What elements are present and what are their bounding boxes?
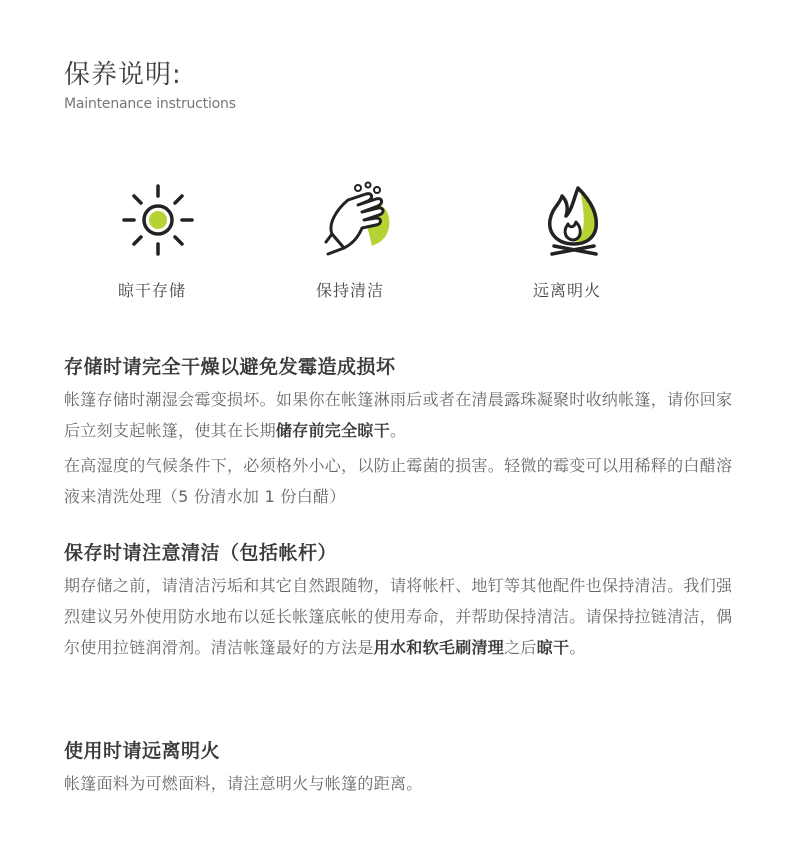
section-paragraph: 在高湿度的气候条件下，必须格外小心，以防止霉菌的损害。轻微的霉变可以用稀释的白醋溶液来清洗处理（5 份清水加 1 份白醋）	[64, 456, 733, 506]
section-paragraph: 帐篷存储时潮湿会霉变损坏。如果你在帐篷淋雨后或者在清晨露珠凝聚时收纳帐篷，请你回家后立刻支起帐篷，使其在长期储存前完全晾干。	[64, 390, 733, 440]
sun-icon	[118, 180, 198, 260]
section-heading: 保存时请注意清洁（包括帐杆）	[64, 542, 338, 564]
section-heading: 存储时请完全干燥以避免发霉造成损坏	[64, 356, 396, 378]
section-away-from-fire	[64, 738, 744, 799]
emphasis-text: 用水和软毛刷清理	[373, 638, 505, 657]
icon-label-away-from-fire: 远离明火	[533, 281, 602, 300]
icon-label-dry-storage: 晾干存储	[118, 281, 187, 300]
washing-hands-icon	[318, 180, 398, 260]
icon-label-keep-clean: 保持清洁	[316, 281, 385, 300]
section-heading: 使用时请远离明火	[64, 740, 221, 762]
section-dry-storage	[64, 354, 744, 512]
section-paragraph: 帐篷面料为可燃面料，请注意明火与帐篷的距离。	[64, 774, 423, 793]
emphasis-text: 晾干	[536, 638, 570, 657]
page-title: 保养说明:	[64, 60, 182, 90]
section-paragraph: 期存储之前，请清洁污垢和其它自然跟随物，请将帐杆、地钉等其他配件也保持清洁。我们强烈建议另外使用防水地布以延长帐篷底帐的使用寿命，并帮助保持清洁。请保持拉链清洁，偶尔使用拉链润滑剂。清洁帐篷最好的方法是用水和软毛刷清理之后晾干。	[64, 576, 733, 657]
section-keep-clean	[64, 540, 744, 663]
fire-icon	[534, 180, 614, 260]
emphasis-text: 储存前完全晾干	[275, 421, 391, 440]
page-subtitle: Maintenance instructions	[64, 96, 236, 112]
